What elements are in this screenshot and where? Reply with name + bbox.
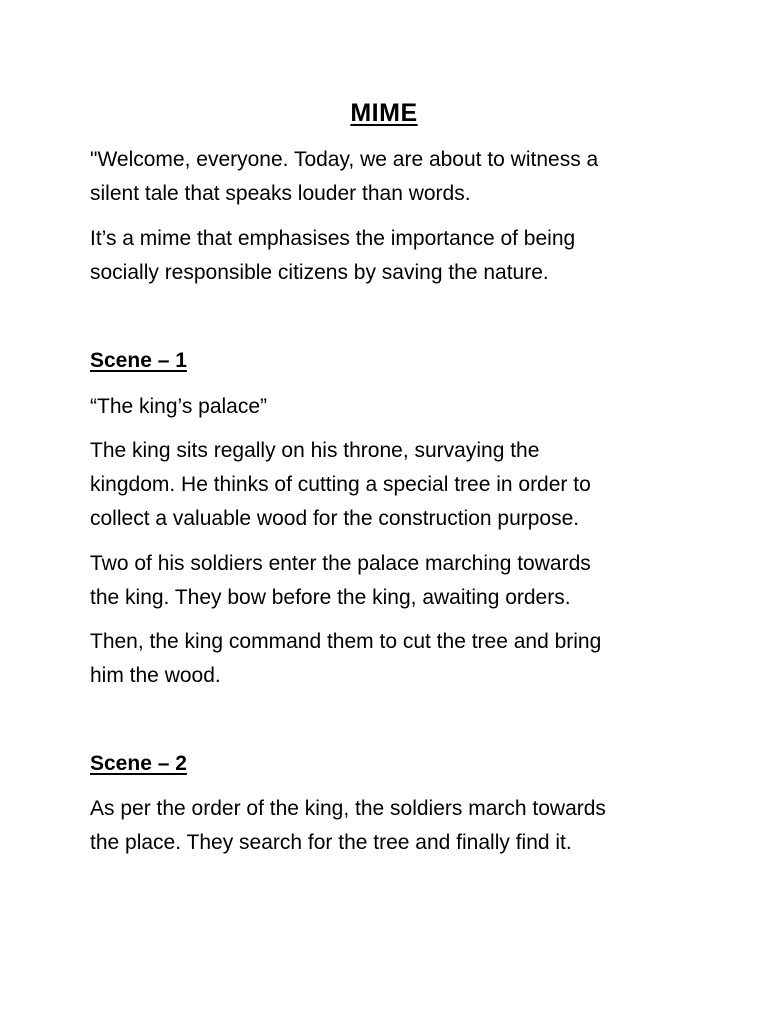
text-line: collect a valuable wood for the construction purpose. xyxy=(90,507,580,530)
text-line: The king sits regally on his throne, survaying the xyxy=(90,439,540,462)
scene-1-location xyxy=(90,390,690,424)
text-line: silent tale that speaks louder than words. xyxy=(90,182,471,205)
text-line: kingdom. He thinks of cutting a special tree in order to xyxy=(90,473,591,496)
text-line: the place. They search for the tree and finally find it. xyxy=(90,831,572,854)
text-line: him the wood. xyxy=(90,664,221,687)
scene-1-paragraph-3 xyxy=(90,625,690,693)
text-line: As per the order of the king, the soldiers march towards xyxy=(90,797,606,820)
text-line: Then, the king command them to cut the tree and bring xyxy=(90,630,602,653)
scene-2-heading: Scene – 2 xyxy=(90,752,187,775)
scene-1-heading-block xyxy=(90,344,690,378)
scene-1-paragraph-1 xyxy=(90,434,690,536)
text-line: the king. They bow before the king, awaiting orders. xyxy=(90,586,571,609)
scene-2-paragraph-1 xyxy=(90,792,690,860)
document-title: MIME xyxy=(350,99,418,127)
text-line: socially responsible citizens by saving the nature. xyxy=(90,261,549,284)
text-line: It’s a mime that emphasises the importance of being xyxy=(90,227,576,250)
text-line: “The king’s palace” xyxy=(90,395,268,418)
scene-1-heading: Scene – 1 xyxy=(90,349,187,372)
intro-paragraph-2 xyxy=(90,222,690,290)
text-line: "Welcome, everyone. Today, we are about to witness a xyxy=(90,148,599,171)
intro-paragraph-1 xyxy=(90,143,690,211)
scene-2-heading-block xyxy=(90,747,690,781)
scene-1-paragraph-2 xyxy=(90,547,690,615)
text-line: Two of his soldiers enter the palace marching towards xyxy=(90,552,591,575)
